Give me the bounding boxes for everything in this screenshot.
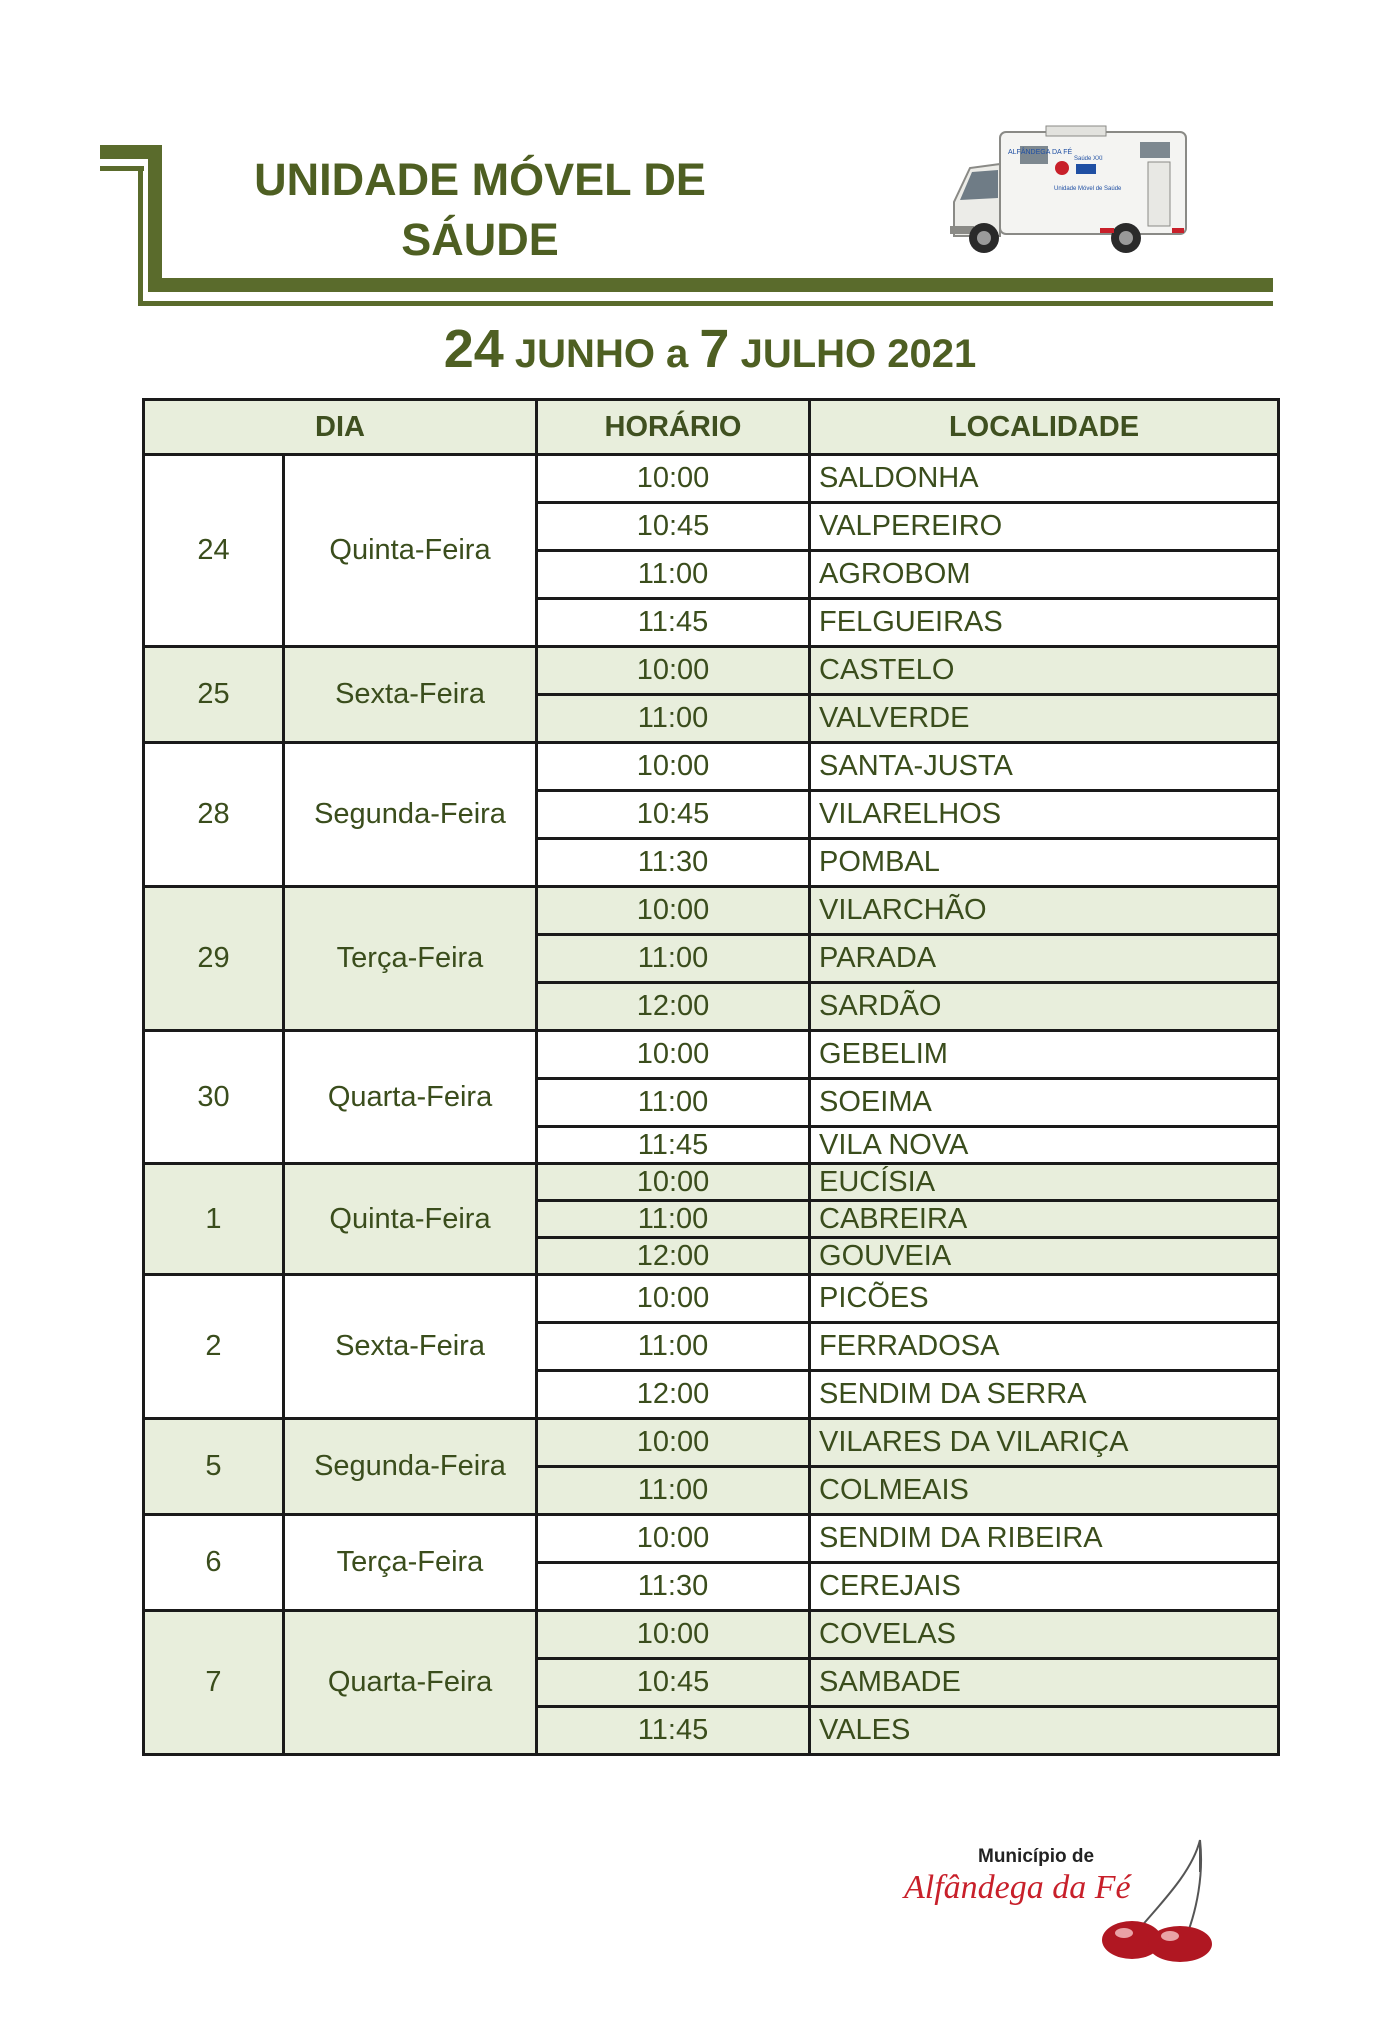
time-cell: 11:45 xyxy=(537,599,810,647)
day-cell: 24 xyxy=(144,455,284,647)
header-frame-vertical-thin xyxy=(138,166,143,306)
location-cell: SALDONHA xyxy=(810,455,1279,503)
location-cell: FERRADOSA xyxy=(810,1323,1279,1371)
location-cell: GOUVEIA xyxy=(810,1238,1279,1275)
truck-side-text: ALFÂNDEGA DA FÉ xyxy=(1008,149,1073,156)
table-row xyxy=(144,455,1279,503)
header-frame-bottom xyxy=(148,278,1273,292)
location-cell: COVELAS xyxy=(810,1611,1279,1659)
location-cell: POMBAL xyxy=(810,839,1279,887)
time-cell: 12:00 xyxy=(537,1371,810,1419)
date-day-end: 7 xyxy=(699,319,730,379)
location-cell: SENDIM DA SERRA xyxy=(810,1371,1279,1419)
table-row xyxy=(144,1419,1279,1467)
time-cell: 12:00 xyxy=(537,983,810,1031)
time-cell: 10:00 xyxy=(537,1164,810,1201)
day-cell: 5 xyxy=(144,1419,284,1515)
day-cell: 30 xyxy=(144,1031,284,1164)
location-cell: VILA NOVA xyxy=(810,1127,1279,1164)
weekday-cell: Terça-Feira xyxy=(284,1515,537,1611)
time-cell: 10:00 xyxy=(537,647,810,695)
location-cell: CASTELO xyxy=(810,647,1279,695)
weekday-cell: Quinta-Feira xyxy=(284,1164,537,1275)
time-cell: 11:00 xyxy=(537,935,810,983)
schedule-table xyxy=(142,398,1280,1756)
time-cell: 11:45 xyxy=(537,1127,810,1164)
day-cell: 2 xyxy=(144,1275,284,1419)
day-cell: 28 xyxy=(144,743,284,887)
time-cell: 10:00 xyxy=(537,1275,810,1323)
weekday-cell: Terça-Feira xyxy=(284,887,537,1031)
location-cell: VILARES DA VILARIÇA xyxy=(810,1419,1279,1467)
time-cell: 11:45 xyxy=(537,1707,810,1755)
table-row xyxy=(144,743,1279,791)
day-cell: 1 xyxy=(144,1164,284,1275)
header-dia: DIA xyxy=(144,400,537,455)
header-frame-bottom-thin xyxy=(138,301,1273,306)
location-cell: COLMEAIS xyxy=(810,1467,1279,1515)
time-cell: 11:00 xyxy=(537,551,810,599)
location-cell: VILARCHÃO xyxy=(810,887,1279,935)
time-cell: 11:00 xyxy=(537,1079,810,1127)
logo-top-text: Município de xyxy=(978,1846,1095,1867)
day-cell: 25 xyxy=(144,647,284,743)
location-cell: SOEIMA xyxy=(810,1079,1279,1127)
schedule-body xyxy=(144,455,1279,1755)
day-cell: 7 xyxy=(144,1611,284,1755)
location-cell: CABREIRA xyxy=(810,1201,1279,1238)
location-cell: AGROBOM xyxy=(810,551,1279,599)
location-cell: EUCÍSIA xyxy=(810,1164,1279,1201)
municipality-logo xyxy=(900,1832,1240,1962)
location-cell: SAMBADE xyxy=(810,1659,1279,1707)
weekday-cell: Quarta-Feira xyxy=(284,1611,537,1755)
time-cell: 11:00 xyxy=(537,1201,810,1238)
location-cell: CEREJAIS xyxy=(810,1563,1279,1611)
table-row xyxy=(144,1275,1279,1323)
date-month-start: JUNHO a xyxy=(503,332,700,376)
time-cell: 10:00 xyxy=(537,1031,810,1079)
location-cell: VILARELHOS xyxy=(810,791,1279,839)
weekday-cell: Segunda-Feira xyxy=(284,743,537,887)
weekday-cell: Sexta-Feira xyxy=(284,1275,537,1419)
header-localidade: LOCALIDADE xyxy=(810,400,1279,455)
location-cell: SENDIM DA RIBEIRA xyxy=(810,1515,1279,1563)
time-cell: 10:00 xyxy=(537,1611,810,1659)
date-month-end: JULHO 2021 xyxy=(729,332,977,376)
location-cell: VALES xyxy=(810,1707,1279,1755)
location-cell: VALVERDE xyxy=(810,695,1279,743)
table-row xyxy=(144,1611,1279,1659)
day-cell: 6 xyxy=(144,1515,284,1611)
header-horario: HORÁRIO xyxy=(537,400,810,455)
time-cell: 10:00 xyxy=(537,455,810,503)
table-row xyxy=(144,647,1279,695)
location-cell: SARDÃO xyxy=(810,983,1279,1031)
location-cell: PARADA xyxy=(810,935,1279,983)
time-cell: 10:00 xyxy=(537,1515,810,1563)
time-cell: 11:30 xyxy=(537,839,810,887)
weekday-cell: Quinta-Feira xyxy=(284,455,537,647)
truck-unit-text: Unidade Móvel de Saúde xyxy=(1054,186,1122,192)
time-cell: 10:00 xyxy=(537,743,810,791)
logo-script-text: Alfândega da Fé xyxy=(904,1869,1131,1906)
weekday-cell: Segunda-Feira xyxy=(284,1419,537,1515)
weekday-cell: Quarta-Feira xyxy=(284,1031,537,1164)
table-row xyxy=(144,1164,1279,1201)
time-cell: 11:00 xyxy=(537,695,810,743)
table-row xyxy=(144,1031,1279,1079)
weekday-cell: Sexta-Feira xyxy=(284,647,537,743)
table-header-row xyxy=(144,400,1279,455)
table-row xyxy=(144,1515,1279,1563)
location-cell: VALPEREIRO xyxy=(810,503,1279,551)
header-frame-vertical xyxy=(148,145,162,290)
time-cell: 12:00 xyxy=(537,1238,810,1275)
time-cell: 10:00 xyxy=(537,887,810,935)
truck-badge-text: Saúde XXI xyxy=(1074,156,1103,162)
location-cell: SANTA-JUSTA xyxy=(810,743,1279,791)
time-cell: 11:00 xyxy=(537,1467,810,1515)
time-cell: 10:45 xyxy=(537,791,810,839)
time-cell: 11:30 xyxy=(537,1563,810,1611)
title-line-2: SÁUDE xyxy=(401,214,559,265)
time-cell: 10:00 xyxy=(537,1419,810,1467)
day-cell: 29 xyxy=(144,887,284,1031)
time-cell: 10:45 xyxy=(537,503,810,551)
time-cell: 11:00 xyxy=(537,1323,810,1371)
page-title xyxy=(200,150,760,270)
location-cell: FELGUEIRAS xyxy=(810,599,1279,647)
title-line-1: UNIDADE MÓVEL DE xyxy=(254,154,706,205)
location-cell: GEBELIM xyxy=(810,1031,1279,1079)
date-range-heading xyxy=(140,318,1280,380)
table-row xyxy=(144,887,1279,935)
location-cell: PICÕES xyxy=(810,1275,1279,1323)
date-day-start: 24 xyxy=(443,319,504,379)
mobile-unit-truck-image xyxy=(950,124,1190,260)
time-cell: 10:45 xyxy=(537,1659,810,1707)
